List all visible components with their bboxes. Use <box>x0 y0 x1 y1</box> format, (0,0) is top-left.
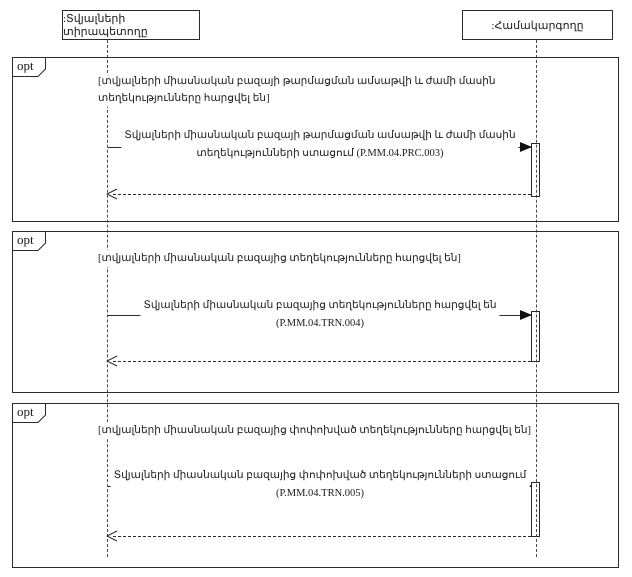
message-3-line-1: Տվյալների միասնական բազայից փոփոխված տեղեկությունների ստացում <box>113 470 527 481</box>
guard-condition-1 <box>96 73 498 107</box>
actor-box-data-owner <box>62 10 200 40</box>
return-message-line-1 <box>113 194 531 195</box>
return-arrowhead-icon-3 <box>106 530 118 542</box>
guard-3-line-1: [տվյալների միասնական բազայից փոփոխված տեղեկությունները հարցվել են] <box>98 425 531 436</box>
return-arrowhead-icon-1 <box>106 188 118 200</box>
message-1-line-2: տեղեկությունների ստացում (P.MM.04.PRC.003) <box>196 147 444 159</box>
actor-box-system-coordinator <box>462 10 613 40</box>
return-message-line-2 <box>113 361 531 362</box>
activation-bar-3 <box>531 482 540 537</box>
guard-1-line-1: [տվյալների միասնական բազայի թարմացման ամսաթվի և ժամի մասին <box>98 76 496 87</box>
guard-condition-3 <box>96 422 533 439</box>
message-1-line-1: Տվյալների միասնական բազայի թարմացման ամսաթվի և ժամի մասին <box>124 130 516 141</box>
opt-operator-label-3: opt <box>17 404 34 419</box>
activation-bar-1 <box>531 143 540 197</box>
message-2-line-2: (P.MM.04.TRN.004) <box>275 317 365 329</box>
guard-condition-2 <box>96 250 463 267</box>
opt-operator-label-1: opt <box>17 58 34 73</box>
return-message-line-3 <box>113 536 531 537</box>
guard-1-line-2: տեղեկությունները հարցվել են] <box>98 93 270 104</box>
opt-operator-tab-3 <box>12 403 46 423</box>
opt-operator-tab-1 <box>12 57 46 77</box>
sync-arrowhead-icon-2 <box>520 310 532 320</box>
message-2-line-1: Տվյալների միասնական բազայից տեղեկությունները հարցվել են <box>143 300 497 311</box>
return-arrowhead-icon-2 <box>106 355 118 367</box>
actor-name-data-owner: :Տվյալների տիրապետողը <box>63 13 148 38</box>
opt-operator-label-2: opt <box>17 232 34 247</box>
message-label-3 <box>111 467 530 502</box>
activation-bar-2 <box>531 311 540 362</box>
opt-operator-tab-2 <box>12 231 46 251</box>
message-label-2 <box>140 297 499 332</box>
message-label-1 <box>121 127 518 162</box>
guard-2-line-1: [տվյալների միասնական բազայից տեղեկությունները հարցվել են] <box>98 253 461 264</box>
message-3-line-2: (P.MM.04.TRN.005) <box>275 487 365 499</box>
actor-name-system-coordinator: :Համակարգողը <box>491 19 584 32</box>
sync-arrowhead-icon-1 <box>520 142 532 152</box>
